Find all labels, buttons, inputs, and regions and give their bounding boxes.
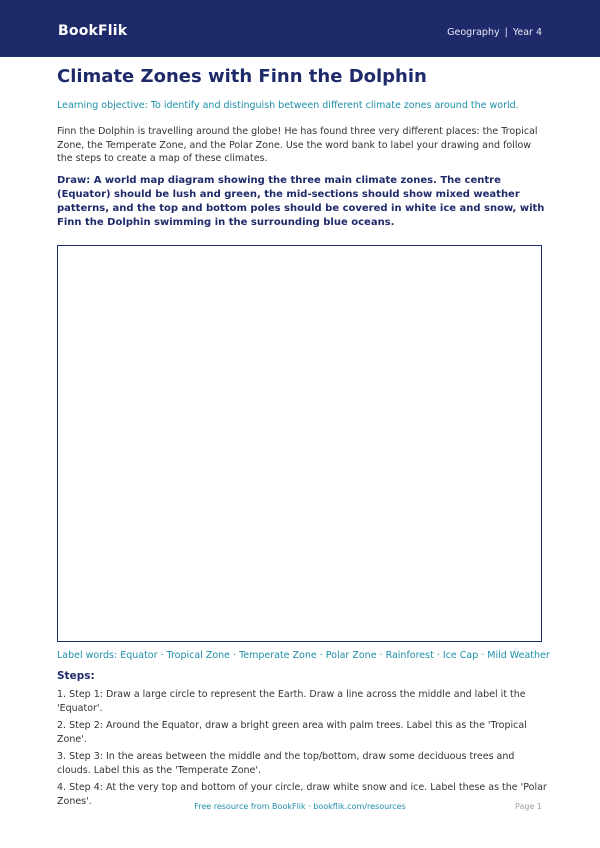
page-header <box>0 0 600 57</box>
brand-logo: BookFlik <box>58 23 128 39</box>
label-word: Rainforest <box>385 650 434 661</box>
meta-separator: | <box>504 27 508 38</box>
label-word: Equator <box>120 650 158 661</box>
learning-objective: Learning objective: To identify and distinguish between different climate zones around the world. <box>57 100 519 111</box>
footer-link[interactable]: Free resource from BookFlik · bookflik.com/resources <box>194 802 406 811</box>
label-word: Polar Zone <box>325 650 377 661</box>
word-separator: · <box>436 650 440 661</box>
intro-paragraph: Finn the Dolphin is travelling around the globe! He has found three very different places: the Tropical Zone, the Temperate Zone, and the Polar Zone. Use the word bank to label your drawing and follow the steps to create a map of these climates. <box>57 126 538 164</box>
list-item: 4. Step 4: At the very top and bottom of your circle, draw white snow and ice. Label these as the 'Polar Zones'. <box>57 782 547 807</box>
list-item: 1. Step 1: Draw a large circle to represent the Earth. Draw a line across the middle and label it the 'Equator'. <box>57 689 526 714</box>
word-separator: · <box>379 650 383 661</box>
label-words <box>57 650 557 661</box>
word-separator: · <box>233 650 237 661</box>
list-item: 3. Step 3: In the areas between the middle and the top/bottom, draw some deciduous trees and clouds. Label this as the 'Temperate Zone'. <box>57 751 515 776</box>
label-word: Temperate Zone <box>239 650 317 661</box>
label-word: Tropical Zone <box>166 650 231 661</box>
label-word: Ice Cap <box>442 650 479 661</box>
draw-prompt: Draw: A world map diagram showing the three main climate zones. The centre (Equator) should be lush and green, the mid-sections should show mixed weather patterns, and the top and bottom poles should be covered in white ice and snow, with Finn the Dolphin swimming in the surrounding blue oceans. <box>57 175 545 228</box>
steps-heading: Steps: <box>57 670 95 682</box>
label-word: Mild Weather <box>487 650 550 661</box>
page-number: Page 1 <box>515 802 542 811</box>
word-separator: · <box>319 650 323 661</box>
label-words-prefix: Label words: <box>57 650 118 661</box>
steps-list <box>57 688 547 812</box>
word-separator: · <box>160 650 164 661</box>
list-item: 2. Step 2: Around the Equator, draw a bright green area with palm trees. Label this as the 'Tropical Zone'. <box>57 720 527 745</box>
subject-label: Geography <box>447 27 500 38</box>
subject-year <box>447 27 542 38</box>
drawing-area[interactable] <box>57 245 542 642</box>
word-separator: · <box>481 650 485 661</box>
page-title: Climate Zones with Finn the Dolphin <box>57 66 427 87</box>
year-label: Year 4 <box>512 27 542 38</box>
